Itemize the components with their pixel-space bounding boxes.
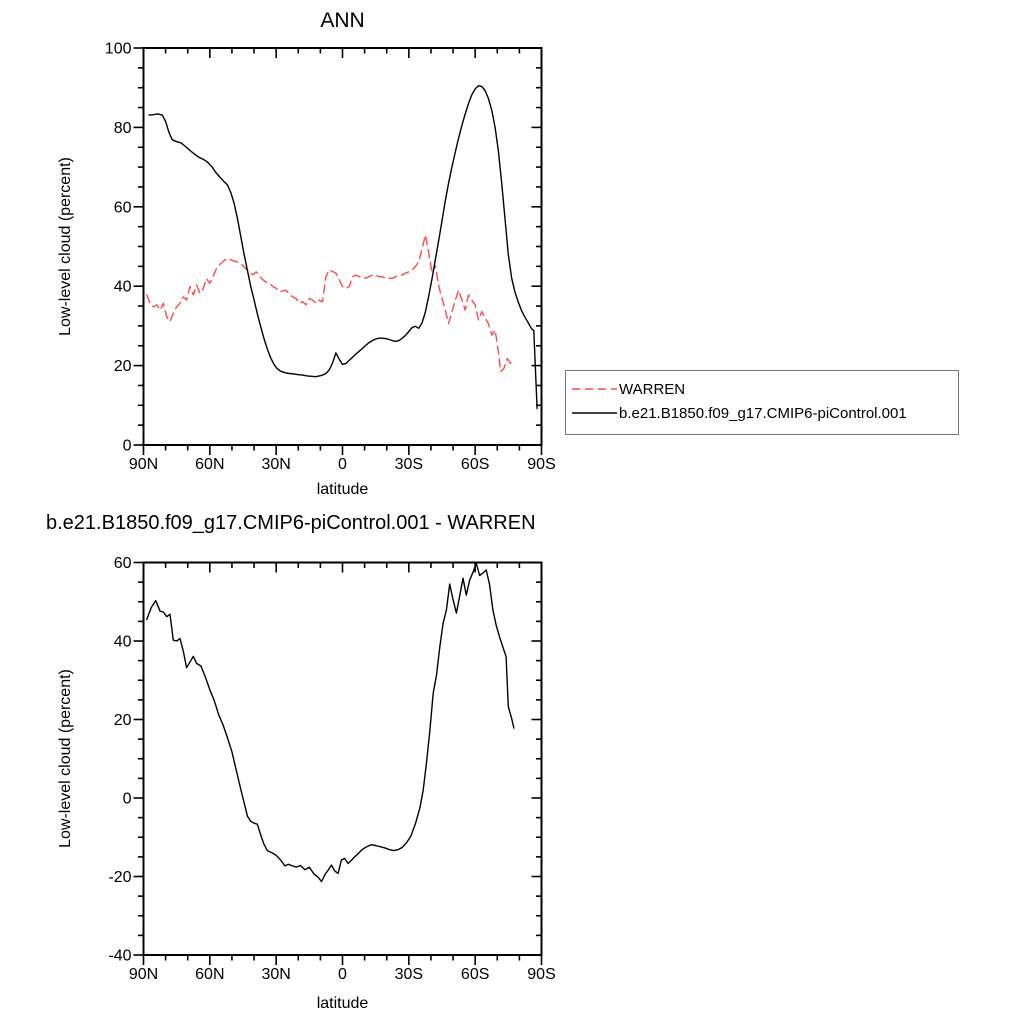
bottom-chart-title: b.e21.B1850.f09_g17.CMIP6-piControl.001 - WARREN (46, 512, 536, 534)
top-panel-plot (105, 41, 556, 474)
top-x-axis-label: latitude (316, 481, 369, 498)
x-tick-label: 90S (527, 456, 556, 473)
x-tick-label: 60S (460, 456, 490, 473)
y-tick-label: 0 (122, 437, 132, 455)
top-y-axis-label: Low-level cloud (percent) (57, 157, 74, 336)
bottom-x-axis-label: latitude (316, 995, 369, 1012)
y-tick-label: 0 (122, 790, 132, 808)
x-tick-label: 90N (128, 966, 159, 983)
bottom-panel-plot (108, 555, 555, 983)
bottom-y-axis-label: Low-level cloud (percent) (57, 669, 74, 848)
legend-label-warren: WARREN (619, 381, 686, 398)
legend-label-model: b.e21.B1850.f09_g17.CMIP6-piControl.001 (619, 405, 907, 422)
y-tick-label: 100 (104, 40, 132, 58)
y-tick-label: 60 (113, 555, 132, 572)
legend (566, 371, 959, 435)
x-tick-label: 30N (261, 456, 291, 473)
series-line-warren (147, 235, 514, 372)
x-tick-label: 0 (338, 456, 347, 473)
plot-frame (144, 563, 542, 956)
x-tick-label: 0 (338, 966, 347, 983)
y-tick-label: 20 (113, 712, 132, 729)
y-tick-label: 80 (113, 119, 132, 137)
y-tick-label: 20 (113, 358, 132, 376)
y-tick-label: 40 (113, 633, 132, 651)
x-tick-label: 60N (195, 456, 225, 473)
x-tick-label: 90N (128, 456, 159, 473)
y-tick-label: 40 (113, 278, 132, 296)
series-line-difference (147, 563, 514, 881)
x-tick-label: 30N (261, 966, 291, 983)
series-line-b-e21-b1850-f09-g17-cmip6-picontrol-001 (149, 86, 537, 409)
x-tick-label: 30S (394, 456, 424, 473)
x-tick-label: 90S (527, 966, 556, 983)
y-tick-label: 60 (113, 199, 132, 217)
y-tick-label: -20 (108, 869, 132, 886)
y-tick-label: -40 (108, 947, 132, 965)
x-tick-label: 30S (394, 966, 424, 983)
x-tick-label: 60N (195, 966, 225, 983)
x-tick-label: 60S (460, 966, 490, 983)
top-chart-title: ANN (320, 9, 365, 32)
plot-frame (144, 48, 542, 445)
